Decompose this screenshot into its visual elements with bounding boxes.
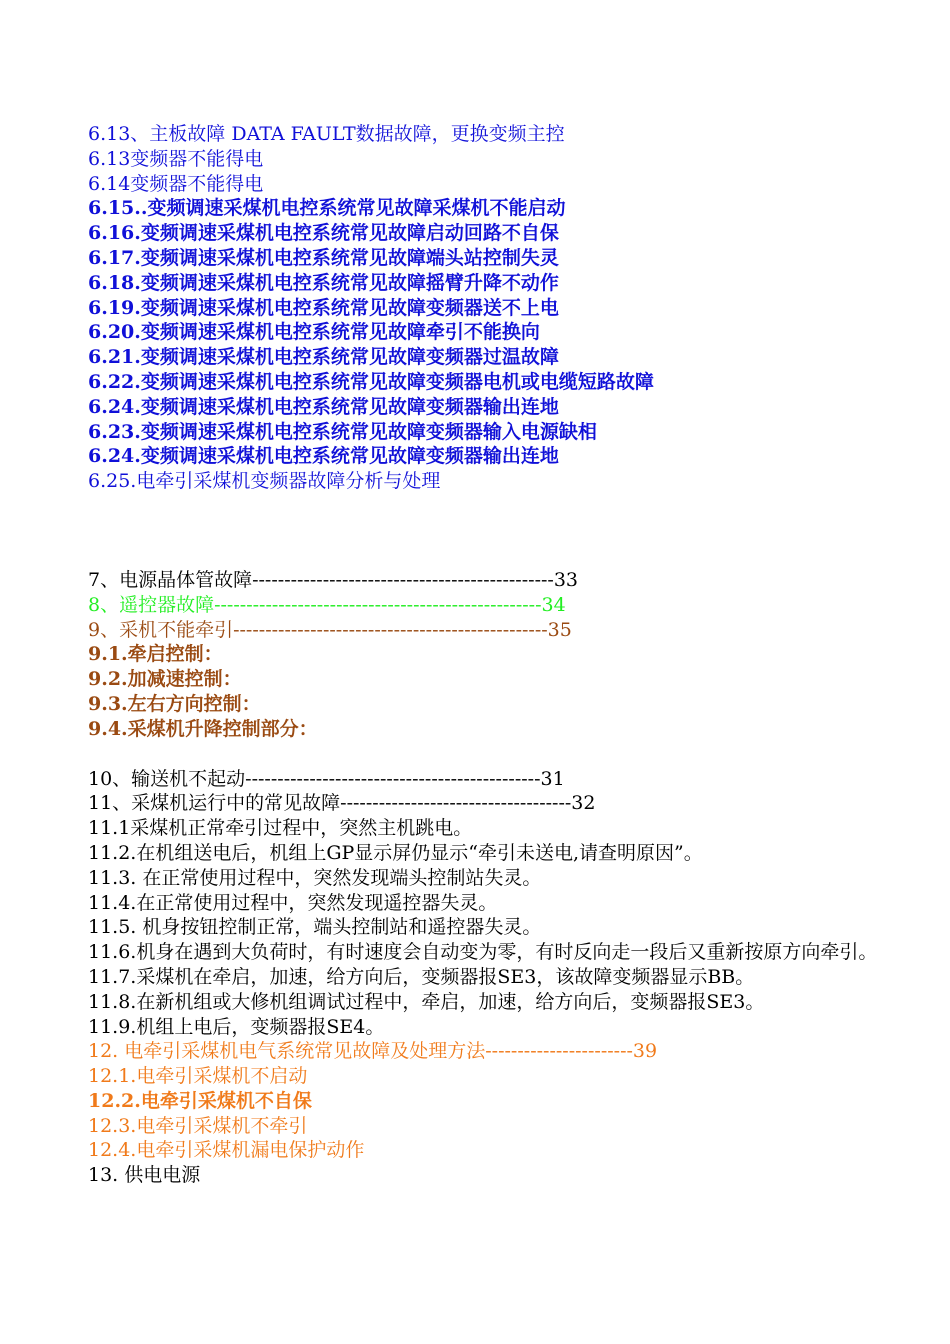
toc-entry-8: 8、遥控器故障---------------------------------------------------34 [88, 593, 566, 616]
toc-entry-6-25: 6.25.电牵引采煤机变频器故障分析与处理 [88, 470, 441, 493]
toc-entry-12: 12. 电牵引采煤机电气系统常见故障及处理方法-----------------------39 [88, 1040, 658, 1063]
toc-entry-6-14: 6.14变频器不能得电 [88, 172, 264, 195]
toc-entry-6-20: 6.20.变频调速采煤机电控系统常见故障牵引不能换向 [88, 321, 540, 344]
toc-entry-11-7: 11.7.采煤机在牵启，加速，给方向后，变频器报SE3，该故障变频器显示BB。 [88, 965, 755, 988]
toc-entry-9-4: 9.4.采煤机升降控制部分： [88, 717, 318, 740]
toc-entry-6-13: 6.13、主板故障 DATA FAULT数据故障，更换变频主控 [88, 123, 565, 145]
toc-entry-6-21: 6.21.变频调速采煤机电控系统常见故障变频器过温故障 [88, 346, 559, 369]
toc-entry-11-2: 11.2.在机组送电后，机组上GP显示屏仍显示“牵引未送电,请查明原因”。 [88, 841, 703, 864]
toc-entry-6-17: 6.17.变频调速采煤机电控系统常见故障端头站控制失灵 [88, 246, 559, 269]
toc-entry-6-18: 6.18.变频调速采煤机电控系统常见故障摇臂升降不动作 [88, 271, 559, 294]
toc-entry-6-19: 6.19.变频调速采煤机电控系统常见故障变频器送不上电 [88, 296, 559, 319]
toc-entry-7: 7、电源晶体管故障-----------------------------------------------33 [88, 568, 579, 591]
toc-entry-12-3: 12.3.电牵引采煤机不牵引 [88, 1114, 308, 1137]
toc-entry-12-1: 12.1.电牵引采煤机不启动 [88, 1065, 308, 1088]
toc-entry-11-6: 11.6.机身在遇到大负荷时，有时速度会自动变为零，有时反向走一段后又重新按原方向牵引。 [88, 941, 878, 964]
toc-entry-11-1: 11.1采煤机正常牵引过程中，突然主机跳电。 [88, 817, 473, 840]
toc-entry-11: 11、采煤机运行中的常见故障------------------------------------32 [88, 792, 596, 815]
toc-entry-6-24a: 6.24.变频调速采煤机电控系统常见故障变频器输出连地 [88, 395, 559, 418]
toc-entry-9-1: 9.1.牵启控制： [88, 643, 223, 666]
toc-entry-12-4: 12.4.电牵引采煤机漏电保护动作 [88, 1139, 365, 1162]
toc-entry-11-5: 11.5. 机身按钮控制正常，端头控制站和遥控器失灵。 [88, 916, 542, 939]
toc-entry-13: 13. 供电电源 [88, 1164, 201, 1187]
toc-entry-11-4: 11.4.在正常使用过程中，突然发现遥控器失灵。 [88, 891, 498, 914]
toc-entry-6-15: 6.15..变频调速采煤机电控系统常见故障采煤机不能启动 [88, 197, 566, 220]
toc-entry-11-9: 11.9.机组上电后，变频器报SE4。 [88, 1015, 385, 1038]
toc-entry-11-8: 11.8.在新机组或大修机组调试过程中，牵启，加速，给方向后，变频器报SE3。 [88, 990, 765, 1013]
toc-entry-6-23: 6.23.变频调速采煤机电控系统常见故障变频器输入电源缺相 [88, 420, 597, 443]
toc-entry-6-24b: 6.24.变频调速采煤机电控系统常见故障变频器输出连地 [88, 445, 559, 468]
document-page [88, 122, 908, 1188]
toc-entry-9: 9、采机不能牵引-------------------------------------------------35 [88, 618, 572, 641]
section-spacer [88, 494, 908, 568]
toc-entry-9-2: 9.2.加减速控制： [88, 668, 242, 691]
toc-entry-6-13b: 6.13变频器不能得电 [88, 147, 264, 170]
section-spacer [88, 742, 908, 767]
toc-entry-11-3: 11.3. 在正常使用过程中，突然发现端头控制站失灵。 [88, 866, 542, 889]
toc-entry-6-22: 6.22.变频调速采煤机电控系统常见故障变频器电机或电缆短路故障 [88, 370, 654, 393]
toc-entry-9-3: 9.3.左右方向控制： [88, 692, 261, 715]
toc-entry-10: 10、输送机不起动----------------------------------------------31 [88, 767, 565, 790]
toc-entry-6-16: 6.16.变频调速采煤机电控系统常见故障启动回路不自保 [88, 222, 559, 245]
toc-entry-12-2: 12.2.电牵引采煤机不自保 [88, 1089, 312, 1112]
